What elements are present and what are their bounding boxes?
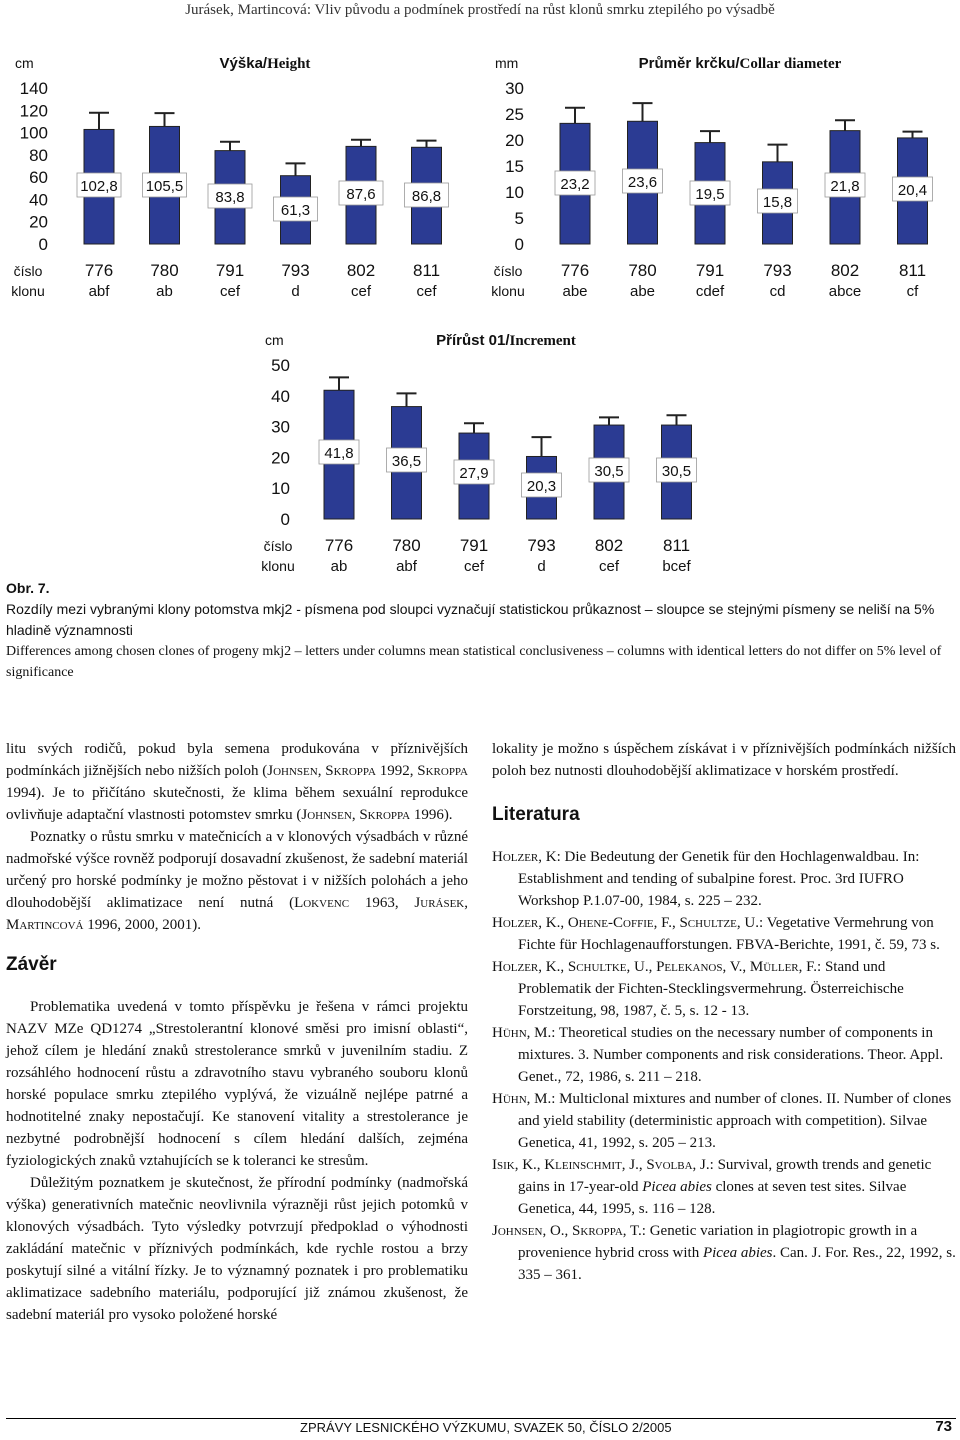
reference-item: Isik, K., Kleinschmit, J., Svolba, J.: Survival, growth trends and genetic gains in 17-year-old Picea abies clones at seven test sites. Silvae Genetica, 44, 1995, s. 116 – 128.	[492, 1157, 932, 1217]
value-label: 61,3	[280, 202, 311, 219]
y-tick-label: 0	[280, 510, 290, 529]
chart-increment	[250, 325, 710, 580]
reference-item: Hühn, M.: Theoretical studies on the necessary number of components in mixtures. 3. Number components and risk considerations. Theor. Appl. Genet., 72, 1986, s. 211 – 218.	[492, 1025, 944, 1085]
significance-letters: d	[291, 283, 300, 300]
category-label: 776	[560, 261, 590, 280]
value-label: 15,8	[762, 194, 793, 211]
category-label: 791	[459, 536, 489, 555]
category-label: 793	[281, 261, 310, 280]
left-paragraph-4: Důležitým poznatkem je skutečnost, že přírodní podmínky (nadmořská výška) generativních matečnic neovlivnila výrazněji růst jejich potomků v klonových výsadbách. Tyto výsledky potvrzují předpoklad o výhodnosti zakládání matečnic v příznivých podmínkách, kde rychle rostou a brzy poskytují silné a vitální řízky. Je to významný poznatek i pro problematiku aklimatizace sadebního materiálu, podporující již známou zkušenost, že sadební materiál pro vysoko položené horské	[6, 1175, 468, 1323]
value-label: 105,5	[145, 178, 184, 195]
figure-caption	[6, 578, 956, 683]
reference-item: Holzer, K: Die Bedeutung der Genetik für den Hochlagenwaldbau. In: Establishment and tending of subalpine forest. Proc. 3rd IUFRO Workshop P.1.07-00, 1984, s. 225 – 232.	[492, 849, 920, 909]
y-tick-label: 5	[514, 209, 524, 228]
y-tick-label: 20	[29, 212, 48, 232]
unit-label: mm	[495, 55, 519, 71]
caption-text-cz: Rozdíly mezi vybranými klony potomstva mkj2 - písmena pod sloupci vyznačují statistickou průkaznost – sloupce se stejnými písmeny se neliší na 5% hladině významnosti	[6, 601, 935, 638]
y-tick-label: 60	[29, 168, 48, 188]
significance-letters: d	[537, 558, 546, 575]
significance-letters: cef	[416, 283, 437, 300]
category-label: 780	[150, 261, 179, 280]
chart-title: Průměr krčku/Collar diameter	[638, 55, 842, 72]
reference-item: Holzer, K., Ohene-Coffie, F., Schultze, U.: Vegetative Vermehrung von Fichte für Hochlagenaufforstungen. FBVA-Berichte, 1991, č. 59, 73 s.	[492, 915, 940, 953]
value-label: 27,9	[459, 465, 489, 482]
footer-rule	[6, 1418, 956, 1419]
y-tick-label: 100	[19, 123, 48, 143]
significance-letters: cef	[598, 558, 620, 575]
significance-letters: cdef	[695, 283, 725, 300]
axis-label-klonu: klonu	[11, 283, 45, 299]
significance-letters: cd	[769, 283, 786, 300]
running-header: Jurásek, Martincová: Vliv původu a podmínek prostředí na růst klonů smrku ztepilého po výsadbě	[185, 2, 775, 18]
left-paragraph-2: Poznatky o růstu smrku v matečnicích a v klonových výsadbách v různé nadmořské výšce rovněž podporují dosavadní zkušenost, že sadební materiál určený pro horské podmínky je možno pěstovat i v nižších polohách a jeho dlouhodobější aklimatizace není nutná (Lokvenc 1963, Jurásek, Martincová 1996, 2000, 2001).	[6, 829, 468, 933]
y-tick-label: 40	[29, 190, 48, 210]
category-label: 793	[763, 261, 792, 280]
journal-name: ZPRÁVY LESNICKÉHO VÝZKUMU, SVAZEK 50, ČÍSLO 2/2005	[300, 1420, 672, 1435]
significance-letters: bcef	[662, 558, 691, 575]
category-label: 802	[594, 536, 624, 555]
reference-list	[492, 846, 956, 1286]
y-tick-label: 140	[19, 79, 48, 98]
y-tick-label: 25	[505, 105, 524, 124]
unit-label: cm	[15, 55, 34, 71]
value-label: 86,8	[411, 188, 442, 205]
section-heading-literatura: Literatura	[492, 804, 580, 825]
left-paragraph-1: litu svých rodičů, pokud byla semena produkována v příznivějších podmínkách jižnějších nebo nižších poloh (Johnsen, Skroppa 1992, Skroppa 1994). Je to přičítáno skutečnosti, že klima během sexuální reprodukce ovlivňuje adaptační vlastnosti potomstev smrku (Johnsen, Skroppa 1996).	[6, 741, 468, 823]
value-label: 20,3	[526, 478, 557, 495]
chart-collar-diameter-svg	[480, 48, 950, 303]
value-label: 87,6	[346, 186, 376, 203]
category-label: 811	[662, 536, 691, 555]
significance-letters: ab	[156, 283, 173, 300]
y-tick-label: 30	[505, 79, 524, 98]
reference-item: Johnsen, O., Skroppa, T.: Genetic variation in plagiotropic growth in a provenience hybrid cross with Picea abies. Can. J. For. Res., 22, 1992, s. 335 – 361.	[492, 1223, 956, 1283]
y-tick-label: 0	[514, 235, 524, 254]
value-label: 41,8	[324, 445, 354, 462]
page-number: 73	[935, 1418, 952, 1435]
significance-letters: abf	[396, 558, 417, 575]
axis-label-cislo: číslo	[13, 263, 43, 279]
unit-label: cm	[265, 332, 284, 348]
left-column	[6, 738, 468, 1326]
significance-letters: cf	[906, 283, 919, 300]
reference-item: Holzer, K., Schultke, U., Pelekanos, V., Müller, F.: Stand und Problematik der Fichten-Stecklingsvermehrung. Österreichische Forstzeitung, 98, 1987, č. 5, s. 12 - 13.	[492, 959, 904, 1019]
y-tick-label: 40	[271, 386, 290, 406]
category-label: 791	[215, 261, 245, 280]
category-label: 791	[695, 261, 725, 280]
category-label: 793	[527, 536, 556, 555]
value-label: 102,8	[80, 178, 118, 195]
significance-letters: cef	[463, 558, 485, 575]
category-label: 780	[628, 261, 657, 280]
value-label: 21,8	[830, 178, 860, 195]
reference-item: Hühn, M.: Multiclonal mixtures and number of clones. II. Number of clones and yield stability (deterministic approach with competition). Silvae Genetica, 41, 1992, s. 205 – 213.	[492, 1091, 952, 1151]
category-label: 780	[392, 536, 421, 555]
y-tick-label: 0	[38, 235, 48, 254]
right-column	[492, 738, 956, 1286]
significance-letters: abe	[629, 283, 656, 300]
value-label: 30,5	[661, 463, 692, 480]
chart-collar-diameter	[480, 48, 950, 303]
axis-label-klonu: klonu	[491, 283, 525, 299]
value-label: 19,5	[695, 186, 725, 203]
y-tick-label: 80	[29, 145, 48, 165]
chart-height	[0, 48, 470, 303]
value-label: 83,8	[215, 189, 245, 206]
y-tick-label: 120	[19, 101, 48, 121]
axis-label-cislo: číslo	[263, 538, 293, 554]
y-tick-label: 50	[271, 356, 290, 375]
category-label: 776	[324, 536, 354, 555]
y-tick-label: 20	[271, 448, 290, 468]
category-label: 802	[830, 261, 860, 280]
category-label: 802	[346, 261, 376, 280]
value-label: 23,6	[627, 174, 658, 191]
chart-title: Přírůst 01/Increment	[436, 332, 576, 349]
y-tick-label: 30	[271, 417, 290, 437]
y-tick-label: 10	[271, 479, 290, 499]
value-label: 30,5	[594, 463, 624, 480]
significance-letters: abce	[828, 283, 862, 300]
significance-letters: ab	[330, 558, 348, 575]
significance-letters: cef	[350, 283, 372, 300]
value-label: 20,4	[897, 182, 928, 199]
significance-letters: abe	[562, 283, 588, 300]
significance-letters: cef	[219, 283, 241, 300]
axis-label-klonu: klonu	[261, 558, 295, 574]
chart-title: Výška/Height	[219, 55, 311, 72]
significance-letters: abf	[88, 283, 110, 300]
y-tick-label: 20	[505, 131, 524, 150]
left-paragraph-3: Problematika uvedená v tomto příspěvku je řešena v rámci projektu NAZV MZe QD1274 „Strestolerantní klonové směsi pro imisní oblasti“, jehož cílem je hledání znaků strestolerance smrků v juvenilním stadiu. Z rozsáhlého hodnocení růstu a zdravotního stavu vybraného souboru klonů horské populace smrku ztepilého vyplývá, že vizuálně nejlépe patrné a hodnotitelné znaky nepostačují. Ke stanovení vitality a strestolerance je nezbytné podrobnější hodnocení s cílem hledání dalších, zejména fyziologických znaků vztahujících se k toleranci ke stresům.	[6, 999, 468, 1169]
section-heading-zaver: Závěr	[6, 954, 57, 975]
chart-height-svg	[0, 48, 470, 303]
y-tick-label: 15	[505, 157, 524, 176]
category-label: 776	[84, 261, 114, 280]
category-label: 811	[898, 261, 927, 280]
chart-increment-svg	[250, 325, 710, 580]
caption-text-en: Differences among chosen clones of progeny mkj2 – letters under columns mean statistical conclusiveness – columns with identical letters do not differ on 5% level of significance	[6, 644, 942, 680]
right-paragraph-1: lokality je možno s úspěchem získávat i v příznivějších podmínkách nižších poloh bez nutnosti dlouhodobější aklimatizace v horském prostředí.	[492, 741, 956, 779]
category-label: 811	[412, 261, 441, 280]
y-tick-label: 10	[505, 183, 524, 202]
axis-label-cislo: číslo	[493, 263, 523, 279]
value-label: 36,5	[391, 453, 422, 470]
value-label: 23,2	[560, 176, 590, 193]
caption-label: Obr. 7.	[6, 580, 50, 596]
